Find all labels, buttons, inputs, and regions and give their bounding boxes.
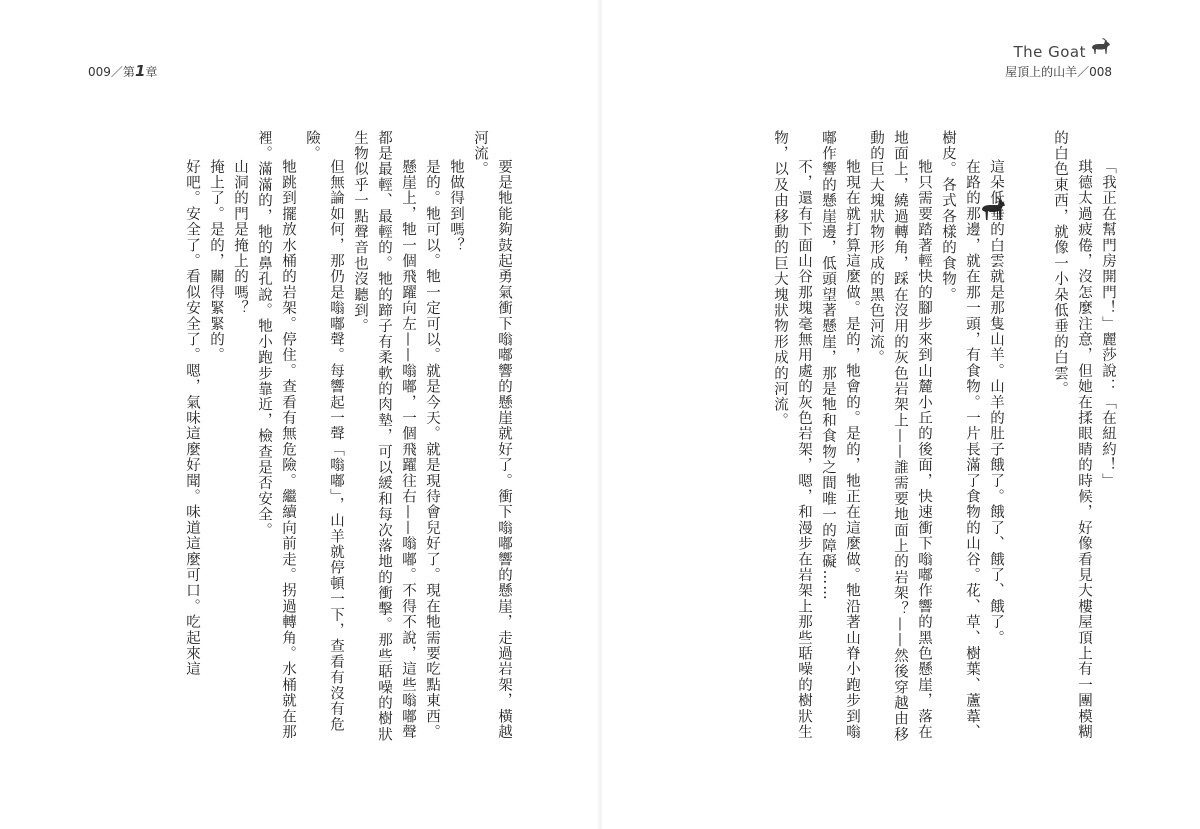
brand-wordmark: The Goat [1013,43,1086,61]
paragraph: 「我正在幫門房開門！」麗莎說：「在紐約！」 [1100,159,1116,489]
book-title: 屋頂上的山羊 [1005,65,1078,79]
chapter-suffix: 章 [145,65,158,79]
right-running-header [1005,34,1112,80]
brand-row [1005,34,1112,60]
paragraph: 掩上了。是的，關得緊緊的。 [208,159,224,364]
paragraph: 山洞的門是掩上的嗎？ [232,159,248,316]
left-running-header [88,62,157,80]
paragraph: 牠現在就打算這麼做。是的，牠會的。是的，牠正在這麼做。牠沿著山脊小跑步到嗡嘟作響的懸崖邊，低頭望著懸崖，那是牠和食物之間唯一的障礙…… [820,130,860,740]
paragraph: 不，還有下面山谷那塊毫無用處的灰色岩架，嗯，和漫步在岩架上那些聒噪的樹狀生物，以及由移動的巨大塊狀物形成的河流。 [772,130,812,740]
left-page-number: 009 [88,65,111,79]
left-header-separator: ／ [110,65,123,79]
paragraph: 這朵低垂的白雲就是那隻山羊。山羊的肚子餓了。餓了、餓了、餓了。 [988,159,1004,646]
section-break [1008,130,1048,750]
paragraph: 是的。牠可以。牠一定可以。就是今天。就是現待會兒好了。現在牠需要吃點東西。 [424,159,440,740]
right-body-text [680,130,1120,750]
goat-icon [1088,36,1112,60]
paragraph: 好吧。安全了。看似安全了。嗯，氣味這麼好聞。味道這麼可口。吃起來這 [184,159,200,678]
right-page-number: 008 [1089,65,1112,79]
paragraph: 懸崖上，牠一個飛躍向左——嗡嘟，一個飛躍往右——嗡嘟。不得不說，這些嗡嘟聲都是最輕、最輕的。牠的蹄子有柔軟的肉墊，可以緩和每次落地的衝擊。那些聒噪的樹狀生物似乎一點聲音也沒聽到。 [352,130,416,743]
chapter-number: 1 [134,62,146,80]
paragraph: 要是牠能夠鼓起勇氣衝下嗡嘟響的懸崖就好了。衝下嗡嘟響的懸崖，走過岩架，橫越河流。 [472,130,512,740]
paragraph: 牠跳到擺放水桶的岩架。停住。查看有無危險。繼續向前走。拐過轉角。水桶就在那裡。滿滿的，牠的鼻孔說。牠小跑步靠近，檢查是否安全。 [256,130,296,740]
right-page [600,0,1200,829]
right-header-separator: ／ [1077,65,1090,79]
chapter-prefix: 第 [122,65,135,79]
paragraph: 琪德太過疲倦，沒怎麼注意，但她在揉眼睛的時候，好像看見大樓屋頂上有一團模糊的白色東西，就像一小朵低垂的白雲。 [1052,130,1092,740]
paragraph: 牠做得到嗎？ [448,159,464,254]
paragraph: 在路的那邊，就在那一頭，有食物。一片長滿了食物的山谷。花、草、樹葉、蘆葦、樹皮。各式各樣的食物。 [940,130,980,740]
paragraph: 但無論如何，那仍是嗡嘟聲。每響起一聲「嗡嘟」，山羊就停頓一下，查看有沒有危險。 [304,130,344,733]
paragraph: 牠只需要踏著輕快的腳步來到山麓小丘的後面，快速衝下嗡嘟作響的黑色懸崖，落在地面上，繞過轉角，踩在沒用的灰色岩架上——誰需要地面上的岩架？——然後穿越由移動的巨大塊狀物形成的黑色河流。 [868,130,932,743]
right-runner [1005,63,1112,80]
left-body-text [76,130,516,750]
